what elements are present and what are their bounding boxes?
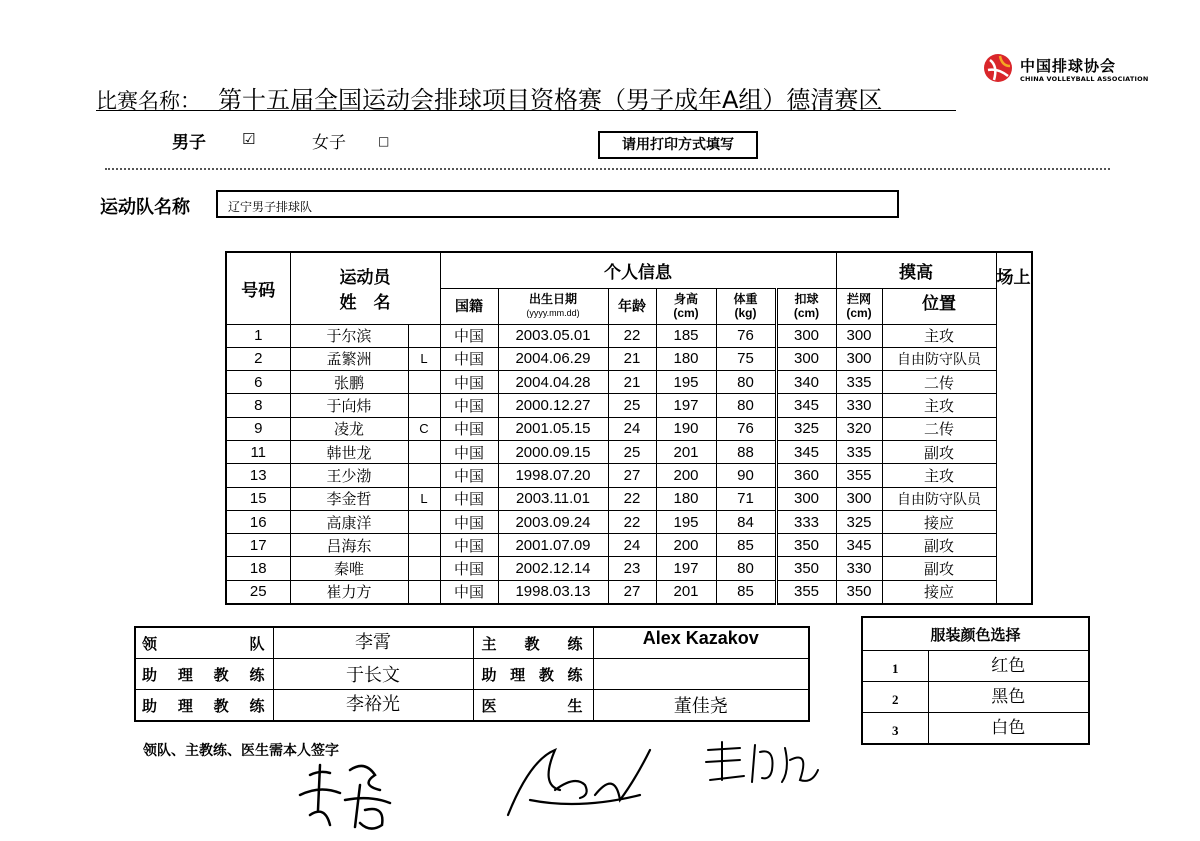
leader-label-a: 领: [142, 634, 158, 653]
header-position-2: 位置: [882, 288, 996, 324]
player-age: 23: [608, 557, 656, 580]
player-number: 8: [226, 394, 290, 417]
player-nationality: 中国: [440, 510, 498, 533]
player-age: 21: [608, 371, 656, 394]
player-spike-reach: 355: [776, 580, 836, 604]
player-height: 201: [656, 440, 716, 463]
head-coach-label-1: 主: [481, 634, 497, 653]
player-spike-reach: 333: [776, 510, 836, 533]
player-number: 2: [226, 347, 290, 370]
print-instruction: 请用打印方式填写: [598, 131, 758, 159]
player-block-reach: 335: [836, 371, 882, 394]
player-age: 25: [608, 440, 656, 463]
player-birth-date: 2004.04.28: [498, 371, 608, 394]
doctor-value: 董佳尧: [593, 690, 809, 722]
assistant-coach-label-2: [135, 690, 273, 722]
player-name: 于尔滨: [290, 324, 408, 347]
table-row: [226, 557, 1032, 580]
head-coach-label-3: 练: [567, 634, 583, 653]
logo-name-cn: 中国排球协会: [1020, 57, 1117, 75]
player-nationality: 中国: [440, 487, 498, 510]
male-label: 男子: [172, 133, 206, 153]
staff-table: [134, 626, 810, 722]
player-height: 180: [656, 347, 716, 370]
player-height: 201: [656, 580, 716, 604]
player-height: 197: [656, 394, 716, 417]
table-row: [226, 510, 1032, 533]
player-name: 凌龙: [290, 417, 408, 440]
player-spike-reach: 345: [776, 394, 836, 417]
player-position: 主攻: [882, 464, 996, 487]
player-nationality: 中国: [440, 417, 498, 440]
player-number: 6: [226, 371, 290, 394]
leader-label: [135, 627, 273, 659]
player-spike-reach: 340: [776, 371, 836, 394]
section-divider: [105, 168, 1110, 170]
player-role-mark: C: [408, 417, 440, 440]
player-name: 李金哲: [290, 487, 408, 510]
uniform-option-number: 1: [862, 651, 928, 682]
player-position: 主攻: [882, 394, 996, 417]
player-role-mark: L: [408, 347, 440, 370]
player-birth-date: 2001.05.15: [498, 417, 608, 440]
player-spike-reach: 300: [776, 487, 836, 510]
header-height-label: 身高: [673, 292, 698, 306]
header-spike: [776, 288, 836, 324]
header-spike-label: 扣球: [794, 292, 819, 306]
header-block-unit: (cm): [846, 306, 872, 320]
header-number: 号码: [226, 252, 290, 324]
player-height: 200: [656, 534, 716, 557]
asst2-char-1: 助: [481, 665, 497, 684]
header-birth-label: 出生日期: [528, 292, 577, 306]
player-name: 高康洋: [290, 510, 408, 533]
player-age: 22: [608, 324, 656, 347]
player-number: 25: [226, 580, 290, 604]
uniform-option-number: 3: [862, 713, 928, 745]
player-block-reach: 320: [836, 417, 882, 440]
player-role-mark: [408, 464, 440, 487]
asst3-char-3: 教: [213, 696, 229, 715]
header-height-unit: (cm): [673, 306, 699, 320]
header-weight-label: 体重: [733, 292, 758, 306]
asst1-char-1: 助: [142, 665, 158, 684]
player-number: 15: [226, 487, 290, 510]
player-position: 接应: [882, 510, 996, 533]
player-block-reach: 350: [836, 580, 882, 604]
player-nationality: 中国: [440, 394, 498, 417]
female-label: 女子: [312, 133, 346, 153]
player-birth-date: 2000.12.27: [498, 394, 608, 417]
player-height: 180: [656, 487, 716, 510]
table-row: [226, 580, 1032, 604]
table-row: [226, 371, 1032, 394]
player-birth-date: 2003.05.01: [498, 324, 608, 347]
player-weight: 76: [716, 417, 776, 440]
player-spike-reach: 360: [776, 464, 836, 487]
roster-table: [225, 251, 1033, 605]
header-spike-unit: (cm): [793, 306, 820, 320]
player-birth-date: 1998.03.13: [498, 580, 608, 604]
uniform-color-table: [861, 616, 1090, 745]
match-name-label: 比赛名称：: [96, 89, 201, 113]
player-height: 195: [656, 510, 716, 533]
head-coach-label-2: 教: [524, 634, 540, 653]
player-nationality: 中国: [440, 440, 498, 463]
player-age: 27: [608, 464, 656, 487]
player-birth-date: 2001.07.09: [498, 534, 608, 557]
player-nationality: 中国: [440, 371, 498, 394]
player-position: 副攻: [882, 534, 996, 557]
team-name-value: 辽宁男子排球队: [228, 200, 313, 214]
player-nationality: 中国: [440, 324, 498, 347]
player-weight: 88: [716, 440, 776, 463]
doctor-label: [473, 690, 593, 722]
head-coach-signature: [500, 740, 670, 820]
uniform-option-number: 2: [862, 682, 928, 713]
player-age: 22: [608, 487, 656, 510]
player-age: 22: [608, 510, 656, 533]
player-name: 王少渤: [290, 464, 408, 487]
player-weight: 71: [716, 487, 776, 510]
header-weight-unit: (kg): [734, 306, 757, 320]
head-coach-value: Alex Kazakov: [593, 627, 809, 659]
player-name: 孟繁洲: [290, 347, 408, 370]
asst1-char-3: 教: [213, 665, 229, 684]
player-spike-reach: 325: [776, 417, 836, 440]
player-role-mark: [408, 510, 440, 533]
asst2-char-2: 理: [510, 665, 526, 684]
header-player: 运动员: [290, 252, 440, 288]
table-row: [226, 324, 1032, 347]
header-block: [836, 288, 882, 324]
player-role-mark: [408, 394, 440, 417]
header-personal-info: 个人信息: [440, 252, 836, 288]
asst3-char-4: 练: [249, 696, 265, 715]
table-row: [226, 394, 1032, 417]
leader-value: 李霄: [273, 627, 473, 659]
header-height: [656, 288, 716, 324]
player-nationality: 中国: [440, 557, 498, 580]
player-block-reach: 300: [836, 487, 882, 510]
player-name: 于向炜: [290, 394, 408, 417]
player-weight: 75: [716, 347, 776, 370]
player-height: 197: [656, 557, 716, 580]
header-weight: [716, 288, 776, 324]
doctor-signature: [700, 740, 825, 790]
coach-assistant-value: [593, 659, 809, 690]
player-number: 9: [226, 417, 290, 440]
uniform-option-color: 黑色: [928, 682, 1089, 713]
player-weight: 90: [716, 464, 776, 487]
player-role-mark: [408, 324, 440, 347]
player-role-mark: [408, 534, 440, 557]
player-birth-date: 2000.09.15: [498, 440, 608, 463]
table-row: [226, 464, 1032, 487]
head-coach-label: [473, 627, 593, 659]
assistant-coach-label-1: [135, 659, 273, 690]
player-number: 1: [226, 324, 290, 347]
player-block-reach: 345: [836, 534, 882, 557]
assistant-coach-value-1: 于长文: [273, 659, 473, 690]
player-block-reach: 300: [836, 324, 882, 347]
table-row: [226, 487, 1032, 510]
player-name: 张鹏: [290, 371, 408, 394]
player-height: 195: [656, 371, 716, 394]
player-spike-reach: 350: [776, 534, 836, 557]
asst1-char-4: 练: [249, 665, 265, 684]
player-number: 16: [226, 510, 290, 533]
player-name: 秦唯: [290, 557, 408, 580]
player-role-mark: [408, 580, 440, 604]
player-block-reach: 325: [836, 510, 882, 533]
header-birth-format: (yyyy.mm.dd): [526, 308, 580, 318]
table-row: [226, 534, 1032, 557]
volleyball-logo-icon: [982, 52, 1014, 84]
player-nationality: 中国: [440, 534, 498, 557]
player-number: 17: [226, 534, 290, 557]
female-checkbox[interactable]: □: [378, 134, 390, 148]
team-name-label: 运动队名称: [100, 197, 190, 218]
player-nationality: 中国: [440, 580, 498, 604]
header-name: 姓 名: [290, 288, 440, 324]
player-name: 崔力方: [290, 580, 408, 604]
player-weight: 85: [716, 534, 776, 557]
header-block-label: 拦网: [846, 292, 871, 306]
player-name: 韩世龙: [290, 440, 408, 463]
player-age: 24: [608, 534, 656, 557]
player-position: 自由防守队员: [882, 347, 996, 370]
signature-note: 领队、主教练、医生需本人签字: [143, 743, 339, 759]
player-name: 吕海东: [290, 534, 408, 557]
player-number: 18: [226, 557, 290, 580]
player-weight: 84: [716, 510, 776, 533]
player-role-mark: [408, 371, 440, 394]
player-block-reach: 335: [836, 440, 882, 463]
uniform-option-color: 红色: [928, 651, 1089, 682]
player-age: 25: [608, 394, 656, 417]
player-block-reach: 330: [836, 394, 882, 417]
player-block-reach: 300: [836, 347, 882, 370]
assistant-coach-value-2: 李裕光: [273, 690, 473, 722]
uniform-option-color: 白色: [928, 713, 1089, 745]
asst3-char-2: 理: [177, 696, 193, 715]
male-checkbox[interactable]: ☑: [242, 130, 256, 148]
player-spike-reach: 300: [776, 347, 836, 370]
uniform-color-title: 服装颜色选择: [862, 617, 1089, 651]
player-age: 21: [608, 347, 656, 370]
player-birth-date: 2003.09.24: [498, 510, 608, 533]
player-position: 自由防守队员: [882, 487, 996, 510]
player-spike-reach: 345: [776, 440, 836, 463]
player-number: 11: [226, 440, 290, 463]
player-nationality: 中国: [440, 347, 498, 370]
player-position: 主攻: [882, 324, 996, 347]
match-name: 第十五届全国运动会排球项目资格赛（男子成年A组）德清赛区: [218, 86, 883, 114]
player-spike-reach: 350: [776, 557, 836, 580]
header-nationality: 国籍: [440, 288, 498, 324]
logo-name-en: CHINA VOLLEYBALL ASSOCIATION: [1020, 75, 1149, 83]
table-row: [226, 347, 1032, 370]
player-position: 副攻: [882, 440, 996, 463]
asst2-char-4: 练: [567, 665, 583, 684]
table-row: [226, 417, 1032, 440]
leader-label-b: 队: [249, 634, 265, 653]
header-position-1: 场上: [996, 252, 1032, 288]
player-position: 接应: [882, 580, 996, 604]
player-birth-date: 1998.07.20: [498, 464, 608, 487]
player-birth-date: 2002.12.14: [498, 557, 608, 580]
player-nationality: 中国: [440, 464, 498, 487]
header-birth: [498, 288, 608, 324]
player-block-reach: 330: [836, 557, 882, 580]
player-birth-date: 2003.11.01: [498, 487, 608, 510]
player-spike-reach: 300: [776, 324, 836, 347]
asst1-char-2: 理: [177, 665, 193, 684]
doctor-label-a: 医: [481, 696, 497, 715]
player-block-reach: 355: [836, 464, 882, 487]
player-height: 185: [656, 324, 716, 347]
player-position: 二传: [882, 417, 996, 440]
player-position: 二传: [882, 371, 996, 394]
table-row: [226, 440, 1032, 463]
player-weight: 76: [716, 324, 776, 347]
coach-assistant-label: [473, 659, 593, 690]
asst3-char-1: 助: [142, 696, 158, 715]
header-reach: 摸高: [836, 252, 996, 288]
title-underline: [96, 110, 956, 111]
player-position: 副攻: [882, 557, 996, 580]
team-name-field[interactable]: [216, 190, 899, 218]
player-number: 13: [226, 464, 290, 487]
player-weight: 85: [716, 580, 776, 604]
player-age: 24: [608, 417, 656, 440]
association-logo: [982, 52, 1149, 92]
player-role-mark: L: [408, 487, 440, 510]
asst2-char-3: 教: [538, 665, 554, 684]
leader-signature: [290, 755, 420, 835]
player-birth-date: 2004.06.29: [498, 347, 608, 370]
player-role-mark: [408, 440, 440, 463]
player-height: 200: [656, 464, 716, 487]
player-role-mark: [408, 557, 440, 580]
player-age: 27: [608, 580, 656, 604]
header-age: 年龄: [608, 288, 656, 324]
player-weight: 80: [716, 557, 776, 580]
roster-body: [226, 324, 1032, 604]
player-weight: 80: [716, 371, 776, 394]
player-height: 190: [656, 417, 716, 440]
doctor-label-b: 生: [567, 696, 583, 715]
player-weight: 80: [716, 394, 776, 417]
